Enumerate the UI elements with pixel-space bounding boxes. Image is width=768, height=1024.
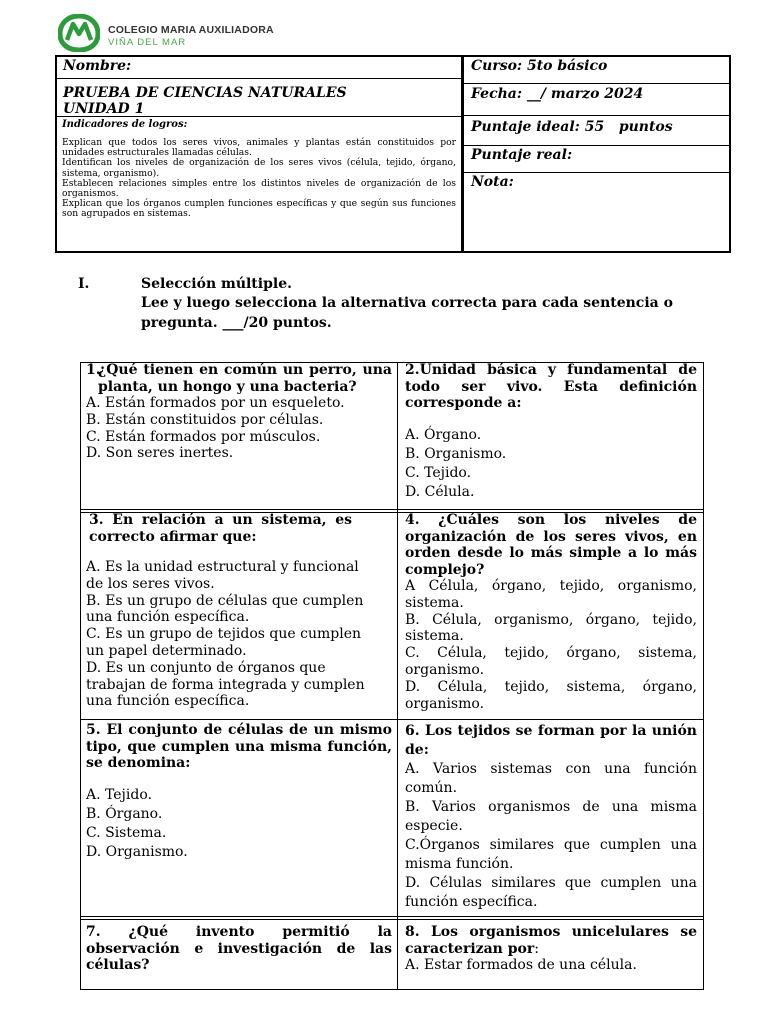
test-title-line1: PRUEBA DE CIENCIAS NATURALES — [63, 85, 347, 101]
option-item[interactable]: A. Están formados por un esqueleto. — [86, 395, 345, 411]
option-item[interactable]: A. Estar formados de una célula. — [405, 957, 637, 973]
divider — [463, 145, 731, 146]
option-item[interactable]: A. Órgano. — [405, 426, 482, 443]
school-header — [108, 24, 274, 48]
question-5 — [86, 722, 392, 862]
option-item[interactable]: C. Es un grupo de tejidos que cumplen un papel determinado. — [86, 626, 362, 659]
question-1 — [86, 362, 392, 462]
question-text: 2.Unidad básica y fundamental de todo ser vivo. Esta definición corresponde a: — [405, 362, 697, 411]
divider — [463, 83, 731, 84]
fecha-label: Fecha: __/ marzo 2024 — [471, 86, 644, 102]
test-title-line2: UNIDAD 1 — [63, 101, 145, 117]
indicator-item: Identifican los niveles de organización de los seres vivos (célula, tejido, órgano, sistema, organismo). — [62, 157, 456, 179]
question-text: ¿Qué tienen en común un perro, una planta, un hongo y una bacteria? — [98, 362, 392, 395]
option-item[interactable]: D. Célula, tejido, sistema, órgano, organismo. — [405, 678, 697, 712]
option-item[interactable]: D. Son seres inertes. — [86, 445, 234, 462]
section-title: Selección múltiple. — [141, 276, 292, 292]
question-text: 3. En relación a un sistema, es correcto afirmar que: — [89, 512, 352, 545]
section-instruction: Lee y luego selecciona la alternativa correcta para cada sentencia o pregunta. ___/20 puntos. — [141, 295, 673, 331]
option-item[interactable]: A Célula, órgano, tejido, organismo, sistema. — [405, 578, 697, 611]
column-divider — [397, 362, 398, 990]
option-item[interactable]: C. Están formados por músculos. — [86, 428, 321, 445]
question-2 — [405, 362, 697, 502]
school-name: COLEGIO MARIA AUXILIADORA — [108, 24, 274, 36]
option-item[interactable]: B. Es un grupo de células que cumplen una función específica. — [86, 592, 364, 626]
question-7 — [86, 924, 392, 974]
divider — [55, 78, 463, 79]
indicator-item: Establecen relaciones simples entre los distintos niveles de organización de los organismos. — [62, 177, 456, 200]
option-item[interactable]: C.Órganos similares que cumplen una misma función. — [405, 837, 697, 872]
question-text: 4. ¿Cuáles son los niveles de organización de los seres vivos, en orden desde lo más simple a lo más complejo? — [405, 512, 697, 578]
nota-label: Nota: — [471, 174, 514, 190]
question-text: 6. Los tejidos se forman por la unión de: — [405, 723, 697, 758]
question-text: 7. ¿Qué invento permitió la observación e investigación de las células? — [86, 924, 392, 973]
option-item[interactable]: D. Célula. — [405, 483, 475, 500]
question-number: 1. — [86, 362, 101, 378]
indicators-title: Indicadores de logros: — [62, 119, 188, 130]
section-number: I. — [78, 276, 90, 292]
question-8 — [405, 924, 697, 974]
row-divider — [80, 719, 704, 720]
option-item[interactable]: D. Organismo. — [86, 843, 188, 860]
curso-label: Curso: 5to básico — [471, 58, 608, 74]
option-item[interactable]: A. Tejido. — [86, 786, 152, 803]
option-item[interactable]: C. Célula, tejido, órgano, sistema, organismo. — [405, 645, 697, 678]
option-item[interactable]: B. Organismo. — [405, 445, 507, 462]
option-item[interactable]: A. Varios sistemas con una función común. — [405, 761, 697, 796]
question-6 — [405, 722, 697, 912]
option-item[interactable]: C. Tejido. — [405, 464, 472, 481]
option-item[interactable]: B. Varios organismos de una misma especie. — [405, 799, 697, 834]
option-item[interactable]: C. Sistema. — [86, 824, 167, 841]
option-item[interactable]: B. Órgano. — [86, 805, 163, 822]
row-divider — [80, 919, 704, 920]
nombre-label: Nombre: — [63, 58, 132, 74]
divider — [463, 115, 731, 116]
question-colon: : — [534, 940, 539, 957]
puntaje-real-label: Puntaje real: — [471, 147, 573, 163]
option-item[interactable]: D. Células similares que cumplen una función específica. — [405, 875, 697, 910]
ma-logo-icon — [58, 14, 100, 52]
puntaje-ideal-label: Puntaje ideal: 55 puntos — [471, 119, 673, 135]
question-text: 8. Los organismos unicelulares se caracterizan por — [405, 924, 697, 957]
question-4 — [405, 512, 697, 712]
indicator-item: Explican que los órganos cumplen funciones específicas y que según sus funciones son agrupados en sistemas. — [62, 198, 456, 220]
option-item[interactable]: D. Es un conjunto de órganos que trabajan de forma integrada y cumplen una función específica. — [86, 659, 365, 710]
row-divider — [80, 509, 704, 510]
option-item[interactable]: A. Es la unidad estructural y funcional de los seres vivos. — [86, 559, 359, 592]
row-divider — [80, 916, 704, 917]
option-item[interactable]: B. Están constituidos por células. — [86, 411, 324, 428]
indicators-list — [62, 138, 456, 220]
question-3 — [86, 512, 376, 710]
school-city: VIÑA DEL MAR — [108, 37, 187, 48]
question-text: 5. El conjunto de células de un mismo tipo, que cumplen una misma función, se denomina: — [86, 722, 392, 771]
option-item[interactable]: B. Célula, organismo, órgano, tejido, sistema. — [405, 611, 697, 645]
indicator-item: Explican que todos los seres vivos, animales y plantas están constituidos por unidades estructurales llamadas células. — [62, 137, 456, 159]
divider — [463, 172, 731, 173]
